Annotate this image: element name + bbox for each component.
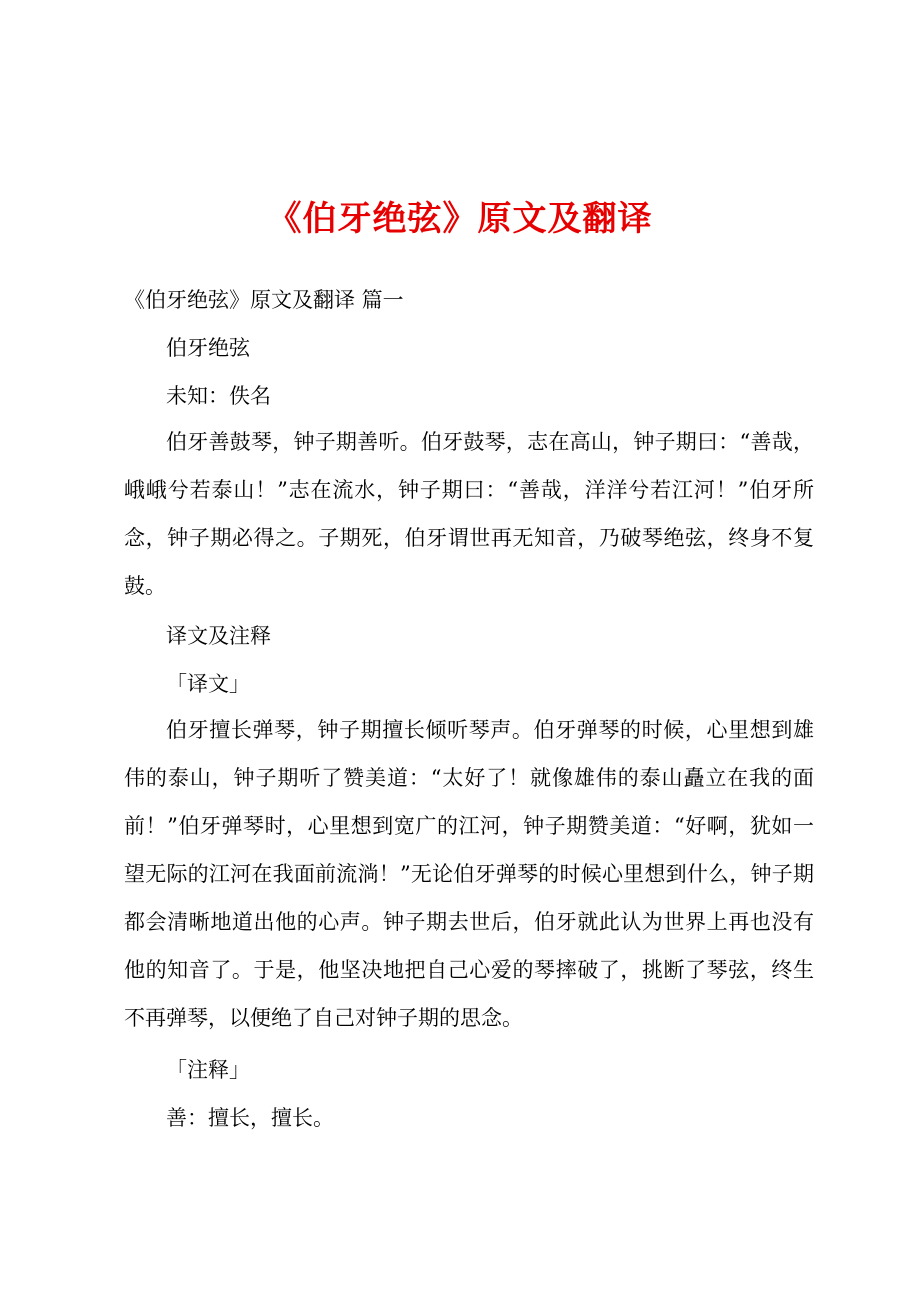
author-line: 未知：佚名 — [166, 384, 271, 408]
original-text-paragraph: 伯牙善鼓琴，钟子期善听。伯牙鼓琴，志在高山，钟子期曰：“善哉，峨峨兮若泰山！”志在流水，钟子期曰：“善哉，洋洋兮若江河！”伯牙所念，钟子期必得之。子期死，伯牙谓世再无知音，乃破琴绝弦，终身不复鼓。 — [124, 430, 814, 598]
translation-heading: 译文及注释 — [166, 624, 271, 648]
notes-label: 「注释」 — [166, 1058, 250, 1082]
page-title: 《伯牙绝弦》原文及翻译 — [267, 199, 653, 239]
translation-label: 「译文」 — [166, 672, 250, 696]
translation-paragraph: 伯牙擅长弹琴，钟子期擅长倾听琴声。伯牙弹琴的时候，心里想到雄伟的泰山，钟子期听了赞美道：“太好了！就像雄伟的泰山矗立在我的面前！”伯牙弹琴时，心里想到宽广的江河，钟子期赞美道：“好啊，犹如一望无际的江河在我面前流淌！”无论伯牙弹琴的时候心里想到什么，钟子期都会清晰地道出他的心声。钟子期去世后，伯牙就此认为世界上再也没有他的知音了。于是，他坚决地把自己心爱的琴摔破了，挑断了琴弦，终生不再弹琴，以便绝了自己对钟子期的思念。 — [124, 718, 814, 1030]
note-item: 善：擅长，擅长。 — [166, 1106, 334, 1130]
poem-title: 伯牙绝弦 — [166, 336, 250, 360]
section-heading: 《伯牙绝弦》原文及翻译 篇一 — [124, 288, 404, 312]
